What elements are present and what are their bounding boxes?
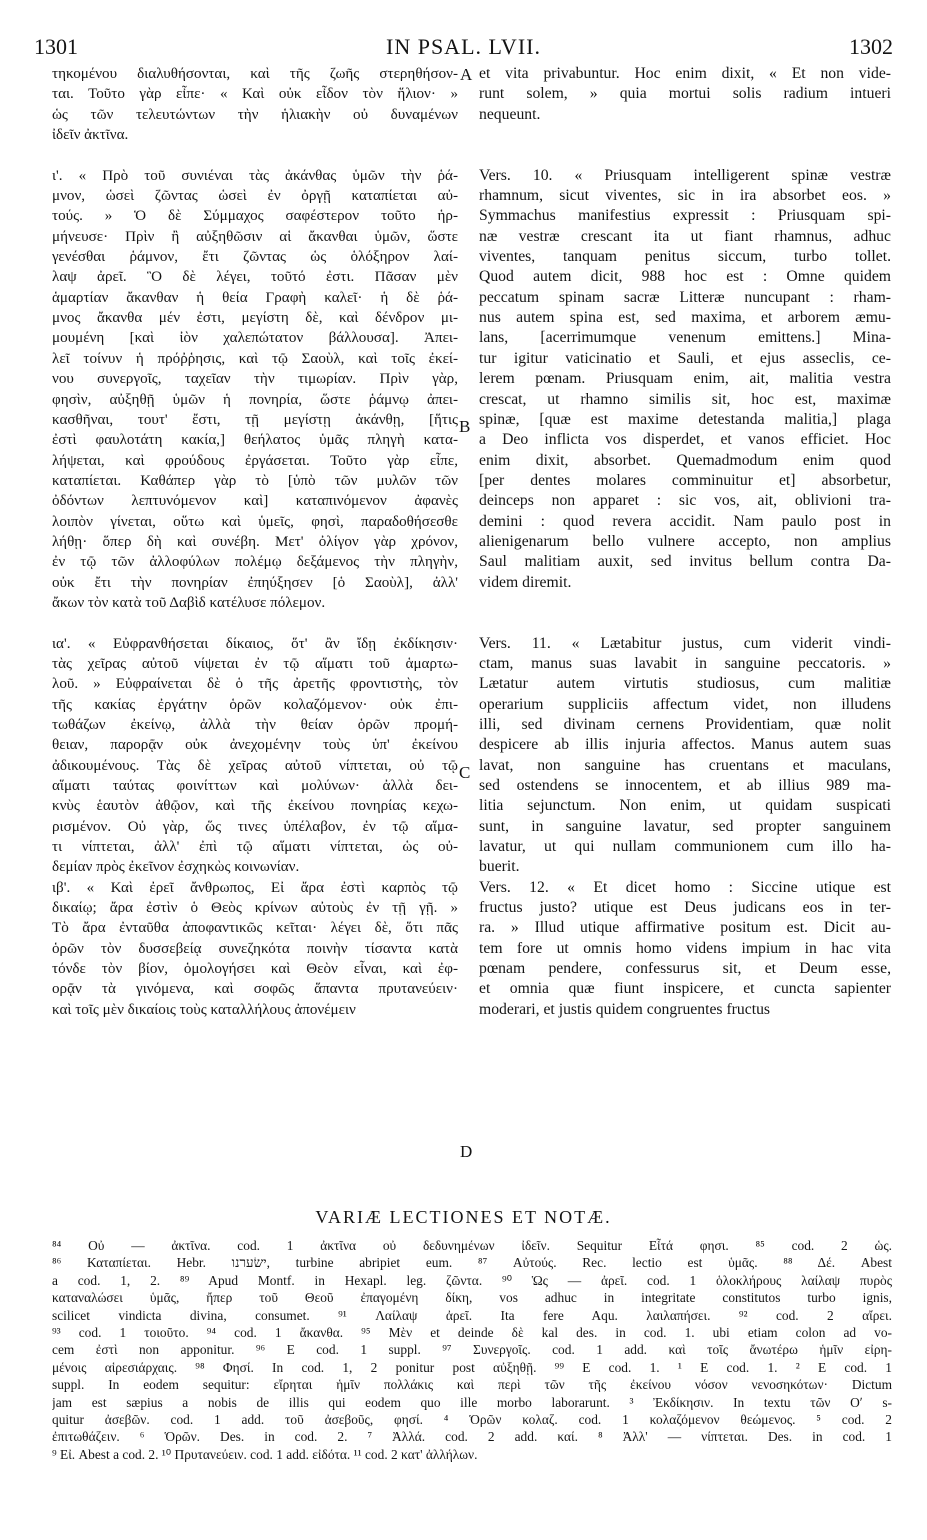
greek-text-line: ρισμένον. Οὐ γὰρ, ὥς τινες ὑπέλαβον, ἐν τῷ αἵμα-: [52, 818, 458, 835]
notes-title: VARIÆ LECTIONES ET NOTÆ.: [315, 1207, 612, 1227]
latin-text-line: viventes, tanquam penitus siccum, turbo tollet.: [479, 248, 891, 266]
latin-text-line: videm diremit.: [479, 573, 572, 591]
latin-text-line: Vers. 10. « Priusquam intelligerent spinæ vestræ: [479, 166, 891, 184]
latin-text-line: nequeunt.: [479, 105, 541, 123]
greek-text-line: μνος ἄκανθα μέν ἐστι, μεγίστη δὲ, καὶ δένδρον μι-: [52, 310, 458, 327]
notes-section: [52, 1237, 892, 1463]
greek-text-line: δικαίῳ; ἄρα ἐστὶν ὁ Θεὸς κρίνων αὐτοὺς ἐν τῇ γῇ. »: [52, 900, 458, 917]
greek-text-line: ἰδεῖν ἀκτῖνα.: [52, 127, 129, 144]
greek-text-line: κνὺς ἑαυτὸν ἀθῷον, καὶ τῆς ἐκείνου πονηρίας κεχω-: [52, 798, 458, 815]
latin-text-line: Lætatur autem virtutis studiosus, cum malitiæ: [479, 675, 891, 693]
greek-text-line: τόνδε τὸν βίον, ὁμολογήσει καὶ Θεὸν εἶναι, καὶ ἐφ-: [52, 961, 458, 978]
greek-text-line: ἀδικουμένους. Τὰς δὲ χεῖρας αὐτοῦ νίπτεται, οὐ τῷ: [52, 757, 458, 774]
greek-text-line: δεμίαν πρὸς ἐκεῖνον ἐσχηκὼς κοινωνίαν.: [52, 859, 300, 876]
greek-text-line: καὶ τοῖς μὲν δικαίοις τοὺς καταλλήλους ἀπονέμειν: [52, 1001, 356, 1018]
latin-text-line: lerem pœnam. Priusquam enim, ait, malitia vestra: [479, 370, 891, 388]
latin-text-line: ctam, manus suas lavabit in sanguine peccatoris. »: [479, 654, 891, 672]
latin-text-line: lans, [acerrimumque venenum emittens.] Mina-: [479, 329, 891, 347]
latin-text-line: ra. » Illud utique affirmative positum est. Dicit au-: [479, 919, 891, 937]
greek-text-line: ι'. « Πρὸ τοῦ συνιέναι τὰς ἀκάνθας ὑμῶν τὴν ῥά-: [52, 167, 458, 184]
note-line: ⁹ Εἰ. Abest a cod. 2. ¹⁰ Πρυτανεύειν. cod. 1 add. εἰδότα. ¹¹ cod. 2 κατ' ἀλλήλων.: [52, 1446, 478, 1462]
latin-text-line: næ vestræ crescant ita ut fiant rhamnus, adhuc: [479, 227, 891, 245]
greek-text-line: φησὶν, αὐξηθῇ ὑμῶν ἡ πονηρία, ὥστε ῥάμνῳ ἀπει-: [52, 391, 458, 408]
greek-column: [52, 64, 458, 1020]
greek-text-line: τῆς κακίας ἐργάτην ὁρῶν κολαζόμενον· οὐκ ἐπι-: [52, 696, 458, 713]
running-title: IN PSAL. LVII.: [386, 34, 541, 59]
latin-text-line: alienigenarum bello vulnere accepto, non amplius: [479, 532, 891, 550]
note-line: suppl. In eodem sequitur: εἴρηται ἡμῖν πολλάκις καὶ περὶ τῶν τῆς ἐκείνου νόσον νενοσηκότων· Dictum: [52, 1377, 892, 1393]
page-header: [34, 34, 893, 60]
greek-text-line: ὁρῶν τὸν δυσσεβείᾳ συνεζηκότα ποινὴν τίσαντα κατὰ: [52, 940, 458, 957]
greek-text-line: Τὸ ἄρα ἐνταῦθα ἀποφαντικῶς κεῖται· λέγει δὲ, ὅτι πᾶς: [52, 920, 458, 937]
greek-text-line: ἁμαρτίαν ἄκανθαν ἡ θεία Γραφὴ καλεῖ· ἡ δὲ ῥά-: [52, 289, 458, 306]
latin-text-line: enim dixit, absorbet. Quemadmodum enim quod: [479, 451, 891, 469]
latin-text-line: et omnia quæ fiunt inspicere, et cuncta sapienter: [479, 980, 891, 998]
note-line: cem ἐστὶ non apponitur. ⁹⁶ E cod. 1 suppl. ⁹⁷ Συνεργοῖς. cod. 1 add. καὶ τοῖς ἄνωτέρω ἡμῖν εἰρη-: [52, 1342, 892, 1358]
greek-text-line: λήθῃ· ὅπερ δὴ καὶ συνέβη. Μετ' ὀλίγον γὰρ χρόνον,: [52, 533, 458, 550]
latin-text-line: a Deo inflicta vos disperdet, et vanos efficiet. Hoc: [479, 431, 891, 449]
latin-text-line: lavat, non sanguine has cruentans et maculans,: [479, 756, 891, 774]
blank-line: [479, 145, 891, 165]
greek-text-line: μουμένη [καὶ ἰὸν χαλεπώτατον βάλλουσα]. Ἀπει-: [52, 330, 458, 347]
blank-line: [479, 613, 891, 633]
greek-text-line: ια'. « Εὐφρανθήσεται δίκαιος, ὅτ' ἂν ἴδῃ ἐκδίκησιν·: [52, 635, 458, 652]
latin-text-line: Vers. 12. « Et dicet homo : Siccine utique est: [479, 878, 891, 896]
margin-letter-b: B: [459, 417, 471, 436]
latin-text-line: peccatum spinam sacræ Litteræ nuncupant : rham-: [479, 288, 891, 306]
greek-text-line: λήψεται, καὶ φρούδους ἐργάσεται. Τοῦτο γὰρ εἶπε,: [52, 452, 458, 469]
note-line: καταναλώσει ὑμᾶς, ἤπερ τοῦ Θεοῦ ἐπαγομένη δίκη, vos adhuc in integritate constitutos turbo ignis,: [52, 1290, 892, 1306]
latin-text-line: lavatur, ut qui nullam communionem cum illo ha-: [479, 838, 891, 856]
greek-text-line: τι νίπτεται, ἀλλ' ἐπὶ τῷ αἵματι νίπτεται, ὡς οὐ-: [52, 839, 458, 856]
latin-text-line: runt solem, » quia mortui solis radium intueri: [479, 85, 891, 103]
latin-text-line: litia sejunctum. Non enim, ut quidam suspicati: [479, 797, 891, 815]
margin-letter-a: A: [460, 65, 473, 84]
latin-text-line: et vita privabuntur. Hoc enim dixit, « Et non vide-: [479, 65, 891, 82]
latin-text-line: Saul malitiam auxit, sed invitus bellum contra Da-: [479, 553, 891, 571]
page-number-right: 1302: [849, 34, 893, 59]
latin-text-line: Symmachus manifestius expressit : Priusquam spi-: [479, 207, 891, 225]
note-line: ⁸⁶ Καταπίεται. Hebr. ישׂערנו, turbine abripiet eum. ⁸⁷ Αὐτούς. Rec. lectio est ὑμᾶς. ⁸⁸ Δέ. Abest: [52, 1255, 892, 1271]
note-line: ἐπιτωθάζειν. ⁶ Ὁρῶν. Des. in cod. 2. ⁷ Ἀλλά. cod. 2 add. καί. ⁸ Ἀλλ' — νίπτεται. Des. in cod. 1: [52, 1429, 892, 1445]
latin-text-line: Quod autem dicit, 988 hoc est : Omne quidem: [479, 268, 891, 286]
latin-text-line: sunt, in sanguine lavatur, sed propter sanguinem: [479, 817, 891, 835]
greek-text-line: μήνευσε· Πρὶν ἢ αὐξηθῶσιν αἱ ἄκανθαι ὑμῶν, ὥστε: [52, 228, 458, 245]
latin-text-line: Vers. 11. « Lætabitur justus, cum viderit vindi-: [479, 634, 891, 652]
greek-text-line: ιβ'. « Καὶ ἐρεῖ ἄνθρωπος, Εἰ ἄρα ἐστὶ καρπὸς τῷ: [52, 879, 458, 896]
greek-text-line: λοιπὸν γίνεται, οὕτω καὶ ὑμεῖς, φησὶ, παραδοθήσεσθε: [52, 513, 458, 530]
greek-text-line: καταπίεται. Καθάπερ γὰρ τὸ [ὑπὸ τῶν μυλῶν τῶν: [52, 472, 458, 489]
greek-text-line: ἐστὶ φαυλοτάτη κακία,] θεήλατος ὑμᾶς πληγὴ κατα-: [52, 432, 458, 449]
greek-text-line: ορᾷν τὰ γινόμενα, καὶ σοφῶς ἅπαντα πρυτανεύειν·: [52, 981, 458, 998]
note-line: scilicet vindicta divina, consumet. ⁹¹ Λαίλαψ ἀρεῖ. Ita fere Aqu. λαιλαπήσει. ⁹² cod. 2 αἴρει.: [52, 1307, 892, 1323]
greek-text-line: θειαν, παρορᾷν οὐκ ἀνεχομένην τοὺς ὑπ' ἐκείνου: [52, 737, 458, 754]
blank-line: [479, 593, 891, 613]
note-line: a cod. 1, 2. ⁸⁹ Apud Montf. in Hexapl. leg. ζῶντα. ⁹⁰ Ὡς — ἀρεῖ. cod. 1 ὁλοκλήρους λαίλαψ πυρὸς: [52, 1272, 892, 1288]
greek-text-line: ὀδόντων λεπτυνόμενον καὶ] καταπινόμενον ἀφανὲς: [52, 493, 458, 510]
greek-text-line: ἐν τῷ τῶν ἀλλοφύλων πολέμῳ δεξάμενος τὴν πληγὴν,: [52, 554, 458, 571]
note-line: ⁸⁴ Οὐ — ἀκτῖνα. cod. 1 ἀκτῖνα οὐ δεδυνημένων ἰδεῖν. Sequitur Εἶτά φησι. ⁸⁵ cod. 2 ὡς.: [52, 1238, 892, 1253]
greek-text-line: ται. Τοῦτο γὰρ εἶπε· « Καὶ οὐκ εἶδον τὸν ἥλιον· »: [52, 86, 458, 103]
latin-text-line: nus autem spina est, sed maxima, et arborem æmu-: [479, 309, 891, 327]
note-line: quitur ἀσεβῶν. cod. 1 add. τοῦ ἀσεβοῦς, φησί. ⁴ Ὁρῶν κολαζ. cod. 1 κολαζόμενον θεώμενος. ⁵ cod. 2: [52, 1411, 892, 1427]
note-line: ⁹³ cod. 1 τοιοῦτο. ⁹⁴ cod. 1 ἄκανθα. ⁹⁵ Μὲν et deinde δὲ kal des. in cod. 1. ubi etiam colon ad vo-: [52, 1324, 892, 1340]
latin-text-line: pœnam pendere, confessurus sit, et Deum esse,: [479, 960, 891, 978]
greek-text-line: μνον, ὡσεὶ ζῶντας ὡσεὶ ἐν ὀργῇ καταπίεται αὐ-: [52, 188, 458, 205]
latin-text-line: [per dentes molares comminuitur et] absorbetur,: [479, 471, 891, 489]
latin-text-line: operarium suppliciis affectum videt, non illudens: [479, 695, 891, 713]
latin-column: [479, 64, 891, 1020]
blank-line: [52, 613, 458, 633]
greek-text-line: γενέσθαι ῥάμνον, ἔτι ζῶντας ὡς ὁλόξηρον λαί-: [52, 249, 458, 266]
latin-text-line: tur igitur vaticinatio et Sauli, et ejus asseclis, ce-: [479, 349, 891, 367]
greek-text-line: νου συνεργοῖς, ταχεῖαν τὴν τιμωρίαν. Πρὶν γὰρ,: [52, 371, 458, 388]
greek-text-line: οὐκ ἔτι τὴν πονηρίαν ἐπηύξησεν [ὁ Σαοὺλ], ἀλλ': [52, 574, 458, 591]
greek-text-line: τὰς χεῖρας αὐτοῦ νίψεται ἐν τῷ αἵματι τοῦ ἁμαρτω-: [52, 655, 458, 672]
greek-text-line: λοῦ. » Εὐφραίνεται δὲ ὁ τῆς ἀρετῆς φροντιστὴς, τὸν: [52, 676, 458, 693]
greek-text-line: τηκομένου διαλυθήσονται, καὶ τῆς ζωῆς στερηθήσον-: [52, 66, 458, 82]
latin-text-line: sed ostendens se innocentem, et ab illius 989 ma-: [479, 777, 891, 795]
latin-text-line: despicere ab illis injuria affectos. Manus autem suas: [479, 736, 891, 754]
greek-text-line: λαψ ἀρεῖ. Ὃ δὲ λέγει, τοῦτό ἐστι. Πᾶσαν μὲν: [52, 269, 458, 286]
latin-text-line: rhamnum, sicut viventes, sic in ira absorbet eos. »: [479, 187, 891, 205]
blank-line: [479, 125, 891, 145]
margin-letter-d: D: [460, 1142, 473, 1161]
latin-text-line: crescat, ut rhamno similis sit, hoc est, maximæ: [479, 390, 891, 408]
note-line: μένοις αἱρεσιάρχαις. ⁹⁸ Φησί. In cod. 1, 2 ponitur post αὐξηθῇ. ⁹⁹ E cod. 1. ¹ E cod. 1. ² E cod. 1: [52, 1359, 892, 1375]
latin-text-line: spinæ, [quæ est maxime detestanda malitia,] plaga: [479, 410, 891, 428]
greek-text-line: αἵματι ταύτας φοινίττων καὶ μολύνων· ἀλλὰ δει-: [52, 778, 458, 795]
latin-text-line: tem fore ut omnis homo videns impium in hac vita: [479, 939, 891, 957]
note-line: jam est sæpius a nobis de illis qui eodem quo ille morbo laborarunt. ³ Ἐκδίκησιν. In textu τῶν Οʹ s-: [52, 1394, 892, 1410]
page-number-left: 1301: [34, 34, 78, 59]
greek-text-line: τωθάζων ἐκείνῳ, ἀλλὰ τὴν θείαν ὁρῶν προμή-: [52, 717, 458, 733]
margin-letter-c: C: [459, 763, 471, 782]
greek-text-line: τούς. » Ὁ δὲ Σύμμαχος σαφέστερον τοῦτο ἡρ-: [52, 208, 458, 225]
latin-text-line: moderari, et justis quidem congruentes fructus: [479, 1000, 771, 1018]
latin-text-line: buerit.: [479, 858, 520, 876]
greek-text-line: κασθῆναι, τουτ' ἔστι, τῇ μεγίστῃ ἀκάνθῃ, [ἥτις: [52, 411, 458, 428]
greek-text-line: ὡς τῶν τελευτώντων τὴν ἡλιακὴν οὐ δυναμένων: [52, 106, 458, 123]
latin-text-line: illi, sed divinam cernens Providentiam, quæ nolit: [479, 716, 891, 733]
latin-text-line: fructus justo? utique est Deus judicans eos in ter-: [479, 899, 891, 917]
latin-text-line: demini : quod revera accidit. Nam paulo post in: [479, 512, 891, 530]
latin-text-line: deinceps non apparet : sic vos, ait, oblivioni tra-: [479, 492, 891, 510]
greek-text-line: λεῖ τοίνυν ἡ πρόῤῥησις, καὶ τῷ Σαοὺλ, καὶ τοῖς ἐκεί-: [52, 350, 458, 367]
blank-line: [52, 145, 458, 165]
greek-text-line: ἄκων τὸν κατὰ τοῦ Δαβὶδ κατέλυσε πόλεμον.: [52, 594, 326, 611]
